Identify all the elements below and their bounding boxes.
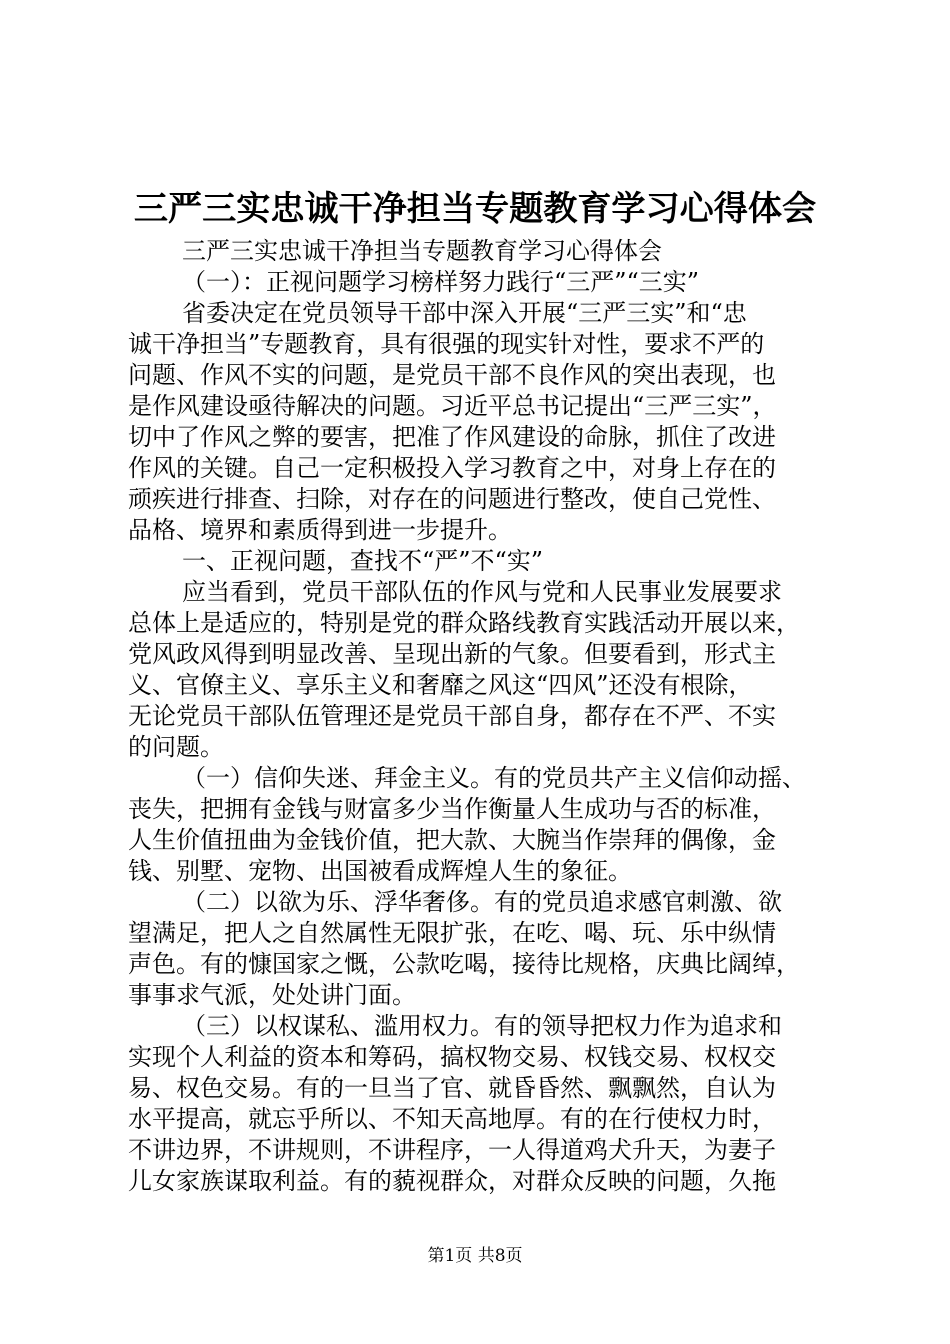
text-line: 钱、别墅、宠物、出国被看成辉煌人生的象征。 [128,857,632,885]
text-line: 诚干净担当”专题教育，具有很强的现实针对性，要求不严的 [128,330,765,358]
text-line: 不讲边界，不讲规则，不讲程序，一人得道鸡犬升天，为妻子 [128,1136,776,1164]
text-line: 易、权色交易。有的一旦当了官、就昏昏然、飘飘然，自认为 [128,1074,776,1102]
text-line: 实现个人利益的资本和筹码，搞权物交易、权钱交易、权权交 [128,1043,776,1071]
text-line: 是作风建设亟待解决的问题。习近平总书记提出“三严三实”， [128,392,777,420]
text-line: 应当看到，党员干部队伍的作风与党和人民事业发展要求 [182,578,782,606]
text-line: 水平提高，就忘乎所以、不知天高地厚。有的在行使权力时， [128,1105,776,1133]
text-line: 省委决定在党员领导干部中深入开展“三严三实”和“忠 [182,299,747,327]
text-line: 一、正视问题，查找不“严”不“实” [182,547,544,575]
document-title: 三严三实忠诚干净担当专题教育学习心得体会 [133,189,817,229]
text-line: 的问题。 [128,733,224,761]
text-line: （一）：正视问题学习榜样努力践行“三严”“三实” [182,268,700,296]
text-line: 顽疾进行排查、扫除，对存在的问题进行整改，使自己党性、 [128,485,776,513]
text-line: 无论党员干部队伍管理还是党员干部自身，都存在不严、不实 [128,702,776,730]
text-line: 总体上是适应的，特别是党的群众路线教育实践活动开展以来， [128,609,800,637]
text-line: 声色。有的慷国家之慨，公款吃喝，接待比规格，庆典比阔绰， [128,950,800,978]
text-line: 作风的关键。自己一定积极投入学习教育之中，对身上存在的 [128,454,776,482]
text-line: 党风政风得到明显改善、呈现出新的气象。但要看到，形式主 [128,640,776,668]
text-line: 丧失，把拥有金钱与财富多少当作衡量人生成功与否的标准， [128,795,776,823]
text-line: 品格、境界和素质得到进一步提升。 [128,516,512,544]
text-line: 事事求气派，处处讲门面。 [128,981,416,1009]
document-body [128,236,828,1197]
text-line: （一）信仰失迷、拜金主义。有的党员共产主义信仰动摇、 [182,764,806,792]
text-line: 问题、作风不实的问题，是党员干部不良作风的突出表现，也 [128,361,776,389]
page-footer: 第1页 共8页 [427,1246,523,1266]
text-line: 三严三实忠诚干净担当专题教育学习心得体会 [182,237,662,265]
text-line: 望满足，把人之自然属性无限扩张，在吃、喝、玩、乐中纵情 [128,919,776,947]
text-line: （二）以欲为乐、浮华奢侈。有的党员追求感官刺激、欲 [182,888,782,916]
text-line: （三）以权谋私、滥用权力。有的领导把权力作为追求和 [182,1012,782,1040]
text-line: 人生价值扭曲为金钱价值，把大款、大腕当作崇拜的偶像，金 [128,826,776,854]
text-line: 切中了作风之弊的要害，把准了作风建设的命脉，抓住了改进 [128,423,776,451]
text-line: 义、官僚主义、享乐主义和奢靡之风这“四风”还没有根除， [128,671,753,699]
text-line: 儿女家族谋取利益。有的藐视群众，对群众反映的问题，久拖 [128,1167,776,1195]
